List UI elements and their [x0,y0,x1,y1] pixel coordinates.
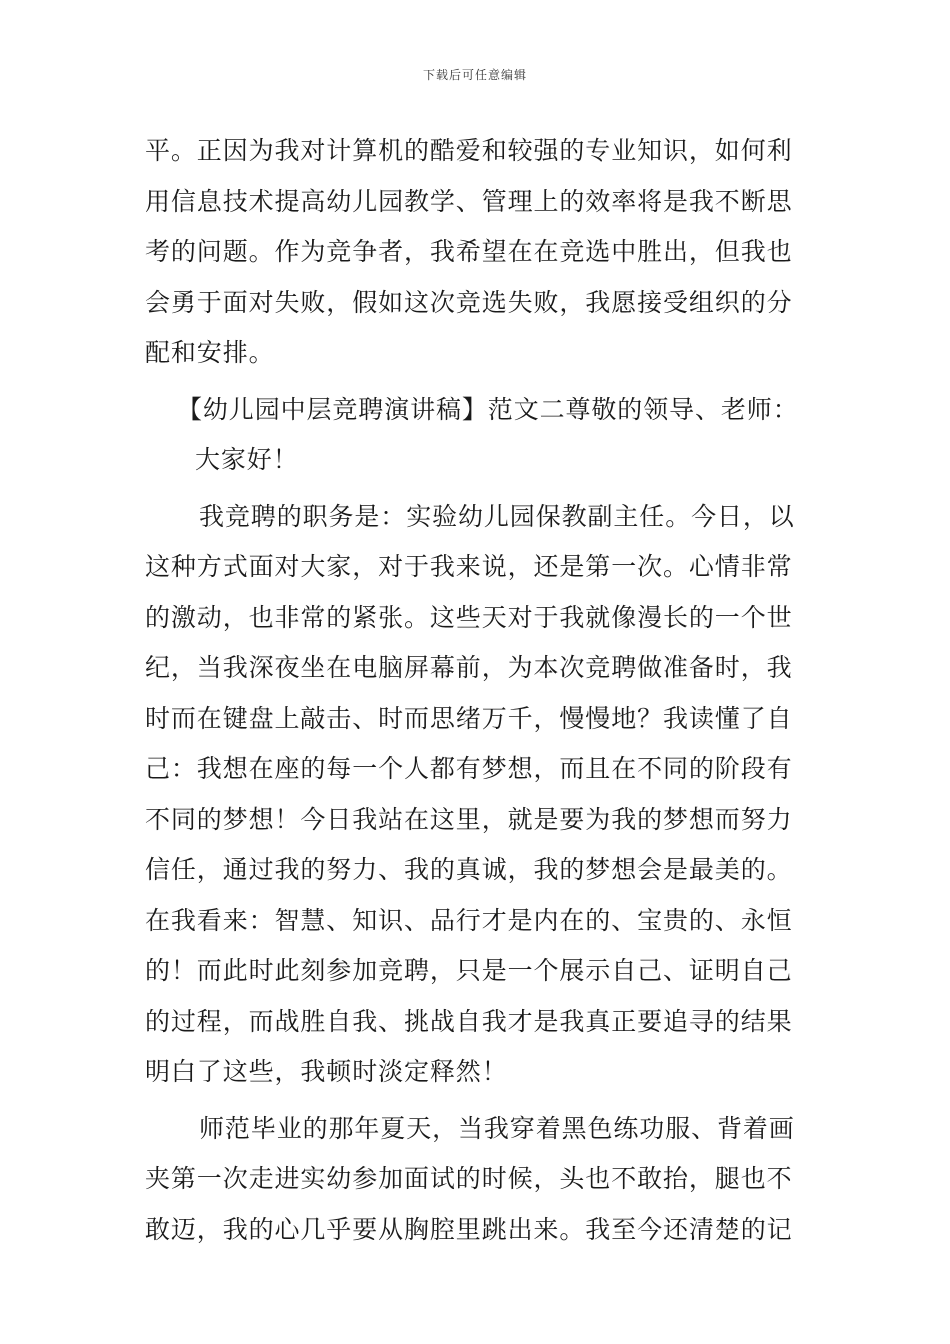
text-line: 考的问题。作为竞争者，我希望在在竞选中胜出，但我也 [145,237,793,266]
text-line: 纪，当我深夜坐在电脑屏幕前，为本次竞聘做准备时，我 [145,653,793,682]
text-line: 夹第一次走进实幼参加面试的时候，头也不敢抬，腿也不 [145,1164,793,1193]
text-line: 的激动，也非常的紧张。这些天对于我就像漫长的一个世 [145,602,793,632]
text-line: 这种方式面对大家，对于我来说，还是第一次。心情非常 [145,552,793,581]
greeting-line: 大家好！ [195,445,299,474]
text-line: 的过程，而战胜自我、挑战自我才是我真正要追寻的结果 [145,1006,793,1036]
text-line: 我竞聘的职务是：实验幼儿园保教副主任。今日，以 [199,501,795,531]
text-line: 用信息技术提高幼儿园教学、管理上的效率将是我不断思 [145,186,793,216]
text-line: 明白了这些，我顿时淡定释然！ [145,1057,508,1086]
text-line: 配和安排。 [145,338,275,367]
document-body [145,126,807,1255]
page-header: 下载后可任意编辑 [422,68,527,82]
text-line: 己：我想在座的每一个人都有梦想，而且在不同的阶段有 [145,754,793,783]
section-heading: 【幼儿园中层竞聘演讲稿】范文二尊敬的领导、老师： [177,394,799,424]
text-line: 时而在键盘上敲击、时而思绪万千，慢慢地？我读懂了自 [145,703,793,733]
text-line: 信任，通过我的努力、我的真诚，我的梦想会是最美的。 [145,855,793,884]
text-line: 在我看来：智慧、知识、品行才是内在的、宝贵的、永恒 [145,905,793,935]
text-line: 会勇于面对失败，假如这次竞选失败，我愿接受组织的分 [145,287,793,317]
text-line: 敢迈，我的心几乎要从胸腔里跳出来。我至今还清楚的记 [145,1214,793,1244]
text-line: 不同的梦想！今日我站在这里，就是要为我的梦想而努力 [145,804,793,834]
text-line: 的！而此时此刻参加竞聘，只是一个展示自己、证明自己 [145,956,793,985]
text-line: 平。正因为我对计算机的酷爱和较强的专业知识，如何利 [145,136,793,165]
text-line: 师范毕业的那年夏天，当我穿着黑色练功服、背着画 [199,1113,795,1143]
